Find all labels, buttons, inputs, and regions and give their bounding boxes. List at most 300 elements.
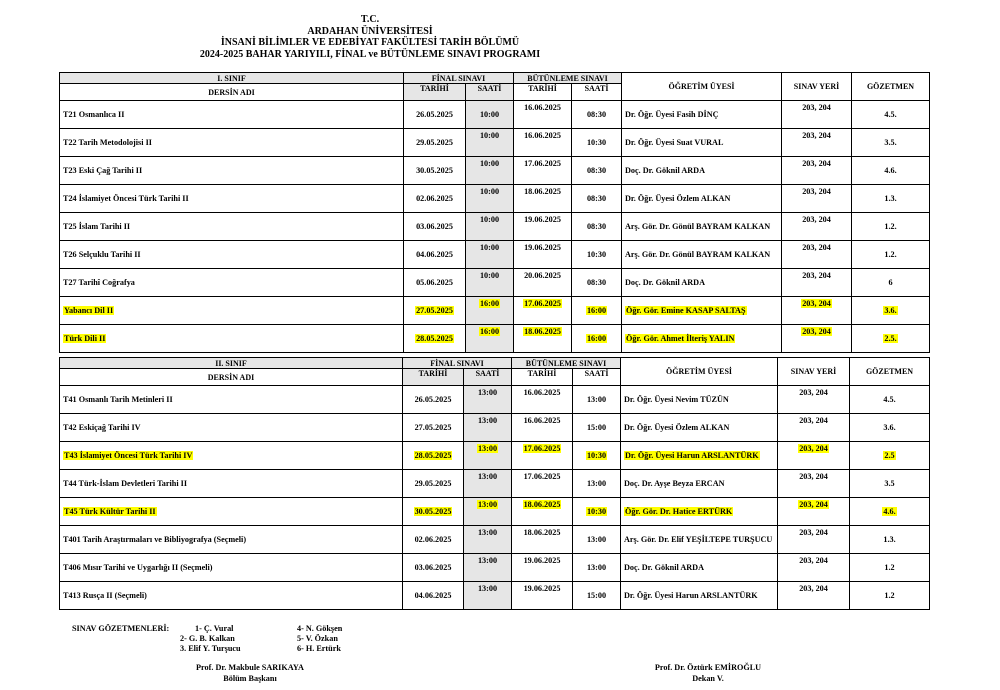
exam-room-cell [782, 157, 852, 185]
makeup-time-cell [573, 582, 621, 610]
makeup-time: 13:00 [586, 563, 607, 572]
final-time: 13:00 [477, 556, 498, 565]
course-name-header: DERSİN ADI [60, 369, 403, 386]
final-time: 10:00 [479, 159, 500, 168]
instructor-name-cell [621, 554, 778, 582]
department-head-signature [170, 663, 330, 684]
course-name: T24 İslamiyet Öncesi Türk Tarihi II [63, 194, 189, 203]
proctor-codes: 1.3. [884, 194, 897, 203]
makeup-time-cell [572, 241, 622, 269]
makeup-date-cell [512, 526, 573, 554]
course-name-cell [60, 414, 403, 442]
makeup-time-cell [573, 470, 621, 498]
table-row [60, 157, 930, 185]
final-date: 28.05.2025 [414, 451, 452, 460]
proctor-item-2: 2- G. B. Kalkan [180, 634, 235, 643]
final-date-cell [404, 297, 466, 325]
exam-room-cell [782, 185, 852, 213]
proctor-codes: 6 [888, 278, 893, 287]
course-name-cell [60, 526, 403, 554]
final-date: 29.05.2025 [416, 138, 453, 147]
table-row [60, 129, 930, 157]
proctor-item-6: 6- H. Ertürk [297, 644, 341, 653]
table-row [60, 241, 930, 269]
makeup-date-cell [514, 129, 572, 157]
makeup-date-cell [514, 101, 572, 129]
table-row [60, 414, 930, 442]
final-time-header: SAATİ [466, 84, 514, 101]
makeup-time: 08:30 [586, 222, 607, 231]
instructor-name: Dr. Öğr. Üyesi Harun ARSLANTÜRK [624, 590, 758, 600]
final-date: 03.06.2025 [416, 222, 453, 231]
course-name-cell [60, 213, 404, 241]
instructor-name-cell [621, 414, 778, 442]
proctor-codes: 3.6. [884, 306, 897, 315]
proctor-codes: 1.2 [884, 591, 895, 600]
makeup-date: 16.06.2025 [524, 103, 561, 112]
proctor-codes: 1.2. [884, 222, 897, 231]
final-time-cell [466, 157, 514, 185]
final-date: 04.06.2025 [416, 250, 453, 259]
makeup-time-cell [573, 526, 621, 554]
instructor-name-cell [622, 241, 782, 269]
makeup-time: 10:30 [586, 138, 607, 147]
proctor-item-1: 1- Ç. Vural [195, 624, 234, 633]
exam-room: 203, 204 [802, 215, 831, 224]
makeup-time-cell [573, 554, 621, 582]
makeup-exam-header: BÜTÜNLEME SINAVI [514, 73, 622, 84]
final-time-cell [466, 129, 514, 157]
final-time-cell [466, 185, 514, 213]
header-faculty: İNSANİ BİLİMLER VE EDEBİYAT FAKÜLTESİ TARİH BÖLÜMÜ [220, 37, 520, 48]
makeup-date-cell [514, 269, 572, 297]
makeup-time-cell [573, 498, 621, 526]
final-time-cell [464, 470, 512, 498]
proctor-codes: 3.5 [884, 479, 895, 488]
makeup-date-cell [514, 213, 572, 241]
course-name-cell [60, 386, 403, 414]
instructor-name: Arş. Gör. Dr. Elif YEŞİLTEPE TURŞUCU [624, 534, 773, 544]
makeup-time-cell [572, 129, 622, 157]
course-name-cell [60, 582, 403, 610]
table-row [60, 470, 930, 498]
final-time: 13:00 [477, 500, 498, 509]
proctor-codes: 4.6. [883, 507, 896, 516]
course-name-header: DERSİN ADI [60, 84, 404, 101]
proctor-codes-cell [852, 241, 930, 269]
final-time: 13:00 [477, 416, 498, 425]
proctor-codes: 1.2. [884, 250, 897, 259]
instructor-name-cell [622, 213, 782, 241]
final-time: 16:00 [479, 327, 500, 336]
makeup-time: 08:30 [586, 110, 607, 119]
exam-room-cell [782, 297, 852, 325]
proctor-codes-cell [852, 269, 930, 297]
instructor-name-cell [621, 498, 778, 526]
proctor-item-4: 4- N. Gökşen [297, 624, 343, 633]
course-name: T26 Selçuklu Tarihi II [63, 250, 141, 259]
makeup-date: 17.06.2025 [524, 159, 561, 168]
department-head-title: Bölüm Başkanı [223, 673, 277, 683]
makeup-date: 19.06.2025 [524, 215, 561, 224]
exam-room-cell [778, 386, 850, 414]
final-time-cell [466, 241, 514, 269]
final-time-cell [466, 325, 514, 353]
proctor-codes: 1.2 [884, 563, 895, 572]
makeup-date-cell [514, 185, 572, 213]
instructor-name: Öğr. Gör. Dr. Hatice ERTÜRK [625, 506, 733, 516]
proctor-codes-cell [852, 213, 930, 241]
final-date-cell [403, 470, 464, 498]
exam-room-cell [782, 129, 852, 157]
final-time: 10:00 [479, 243, 500, 252]
instructor-header: ÖĞRETİM ÜYESİ [622, 73, 782, 101]
instructor-name: Doç. Dr. Göknil ARDA [625, 165, 706, 175]
proctor-header: GÖZETMEN [852, 73, 930, 101]
proctor-codes-cell [850, 442, 930, 470]
table-row [60, 297, 930, 325]
instructor-name: Dr. Öğr. Üyesi Fasih DİNÇ [625, 109, 719, 119]
final-date-cell [403, 442, 464, 470]
proctor-codes-cell [852, 325, 930, 353]
table-row [60, 498, 930, 526]
makeup-time: 10:30 [586, 451, 607, 460]
course-name-cell [60, 325, 404, 353]
final-date-header: TARİHİ [403, 369, 464, 386]
proctor-codes-cell [850, 554, 930, 582]
proctor-codes: 4.5. [883, 395, 896, 404]
final-date-cell [403, 554, 464, 582]
exam-room: 203, 204 [799, 556, 828, 565]
makeup-date-cell [512, 442, 573, 470]
makeup-date-cell [512, 582, 573, 610]
final-time-cell [464, 498, 512, 526]
course-name: T42 Eskiçağ Tarihi IV [63, 423, 141, 432]
exam-room-cell [782, 241, 852, 269]
instructor-header: ÖĞRETİM ÜYESİ [621, 358, 778, 386]
final-date: 27.05.2025 [414, 423, 452, 432]
final-time-cell [464, 386, 512, 414]
makeup-time-cell [572, 185, 622, 213]
class1-schedule-table [59, 72, 930, 353]
proctor-codes: 4.6. [884, 166, 897, 175]
instructor-name: Dr. Öğr. Üyesi Özlem ALKAN [625, 193, 731, 203]
exam-room-cell [778, 414, 850, 442]
class2-schedule-table [59, 357, 930, 610]
proctor-codes: 3.5. [884, 138, 897, 147]
course-name: Türk Dili II [64, 334, 106, 343]
makeup-time-cell [572, 269, 622, 297]
makeup-date: 20.06.2025 [524, 271, 561, 280]
makeup-time-cell [573, 386, 621, 414]
final-date-cell [404, 213, 466, 241]
course-name-cell [60, 129, 404, 157]
exam-room: 203, 204 [802, 243, 831, 252]
final-time-cell [464, 582, 512, 610]
final-date-cell [403, 582, 464, 610]
course-name-cell [60, 157, 404, 185]
proctor-codes-cell [850, 582, 930, 610]
header-program-title: 2024-2025 BAHAR YARIYILI, FİNAL ve BÜTÜNLEME SINAVI PROGRAMI [199, 48, 541, 60]
makeup-time-header: SAATİ [572, 84, 622, 101]
proctor-list-title: SINAV GÖZETMENLERİ: [72, 624, 170, 633]
makeup-date: 19.06.2025 [523, 584, 561, 593]
exam-room: 203, 204 [802, 187, 831, 196]
final-time: 10:00 [479, 187, 500, 196]
proctor-codes: 4.5. [884, 110, 897, 119]
makeup-time: 16:00 [586, 334, 607, 343]
exam-room-cell [778, 554, 850, 582]
final-date: 30.05.2025 [416, 166, 453, 175]
course-name-cell [60, 269, 404, 297]
makeup-date-cell [514, 241, 572, 269]
makeup-time-cell [573, 414, 621, 442]
final-date-cell [403, 526, 464, 554]
final-time-cell [466, 269, 514, 297]
instructor-name: Dr. Öğr. Üyesi Özlem ALKAN [624, 422, 730, 432]
exam-room-cell [778, 582, 850, 610]
final-time-cell [464, 442, 512, 470]
final-date-cell [404, 101, 466, 129]
course-name: T413 Rusça II (Seçmeli) [63, 591, 147, 600]
final-date-cell [403, 498, 464, 526]
makeup-date-header: TARİHİ [512, 369, 573, 386]
exam-room: 203, 204 [799, 416, 828, 425]
makeup-time-cell [572, 157, 622, 185]
proctor-codes: 1.3. [883, 535, 896, 544]
exam-room: 203, 204 [799, 584, 828, 593]
exam-room-header: SINAV YERİ [778, 358, 850, 386]
final-date-cell [404, 129, 466, 157]
final-time-cell [466, 213, 514, 241]
proctor-codes-cell [852, 101, 930, 129]
instructor-name: Dr. Öğr. Üyesi Nevim TÜZÜN [624, 394, 729, 404]
course-name-cell [60, 101, 404, 129]
makeup-time: 16:00 [586, 306, 607, 315]
exam-room: 203, 204 [799, 388, 828, 397]
final-date: 03.06.2025 [414, 563, 452, 572]
makeup-date: 18.06.2025 [524, 187, 561, 196]
final-date: 02.06.2025 [414, 535, 452, 544]
instructor-name: Arş. Gör. Dr. Gönül BAYRAM KALKAN [625, 221, 771, 231]
course-name: T21 Osmanlıca II [63, 110, 125, 119]
makeup-date: 16.06.2025 [523, 416, 561, 425]
makeup-date: 18.06.2025 [523, 528, 561, 537]
makeup-time-cell [572, 325, 622, 353]
final-time: 10:00 [479, 110, 500, 119]
proctor-codes: 2.5. [884, 334, 897, 343]
final-date: 26.05.2025 [416, 110, 453, 119]
table-row [60, 442, 930, 470]
makeup-date-header: TARİHİ [514, 84, 572, 101]
exam-room-cell [782, 101, 852, 129]
course-name-cell [60, 297, 404, 325]
makeup-date: 17.06.2025 [523, 444, 561, 453]
final-date: 28.05.2025 [416, 334, 453, 343]
makeup-date-cell [514, 325, 572, 353]
final-date: 30.05.2025 [414, 507, 452, 516]
table-row [60, 554, 930, 582]
makeup-time: 10:30 [586, 250, 607, 259]
makeup-exam-header: BÜTÜNLEME SINAVI [512, 358, 621, 369]
exam-room: 203, 204 [802, 131, 831, 140]
proctor-codes-cell [850, 414, 930, 442]
makeup-date: 19.06.2025 [524, 243, 561, 252]
course-name: T25 İslam Tarihi II [63, 222, 131, 231]
makeup-date: 16.06.2025 [523, 388, 561, 397]
makeup-date-cell [512, 414, 573, 442]
final-time: 13:00 [477, 584, 498, 593]
exam-room: 203, 204 [802, 327, 831, 336]
course-name-cell [60, 442, 403, 470]
makeup-date-cell [512, 470, 573, 498]
exam-room: 203, 204 [802, 271, 831, 280]
instructor-name-cell [621, 526, 778, 554]
final-time-cell [464, 414, 512, 442]
instructor-name-cell [621, 582, 778, 610]
final-exam-header: FİNAL SINAVI [404, 73, 514, 84]
exam-room: 203, 204 [799, 500, 828, 509]
final-date: 27.05.2025 [416, 306, 453, 315]
makeup-date: 19.06.2025 [523, 556, 561, 565]
instructor-name-cell [622, 101, 782, 129]
makeup-time: 08:30 [586, 278, 607, 287]
course-name-cell [60, 241, 404, 269]
instructor-name-cell [622, 325, 782, 353]
table-row [60, 325, 930, 353]
makeup-time-cell [572, 297, 622, 325]
course-name: Yabancı Dil II [64, 306, 114, 315]
final-date-header: TARİHİ [404, 84, 466, 101]
final-time: 10:00 [479, 131, 500, 140]
final-time: 13:00 [477, 388, 498, 397]
instructor-name-cell [621, 442, 778, 470]
table-row [60, 269, 930, 297]
department-head-name: Prof. Dr. Makbule SARIKAYA [196, 663, 304, 672]
final-time: 16:00 [479, 299, 500, 308]
instructor-name: Öğr. Gör. Ahmet İlteriş YALIN [626, 333, 735, 343]
final-date-cell [404, 241, 466, 269]
proctor-codes: 3.6. [883, 423, 896, 432]
proctor-codes: 2.5 [884, 451, 895, 460]
instructor-name-cell [622, 269, 782, 297]
instructor-name: Dr. Öğr. Üyesi Harun ARSLANTÜRK [625, 450, 759, 460]
exam-room: 203, 204 [799, 472, 828, 481]
table-row [60, 101, 930, 129]
proctor-codes-cell [850, 526, 930, 554]
final-date: 02.06.2025 [416, 194, 453, 203]
final-date: 04.06.2025 [414, 591, 452, 600]
course-name-cell [60, 554, 403, 582]
final-time-cell [464, 554, 512, 582]
class2-title: II. SINIF [60, 358, 403, 369]
exam-room-cell [778, 526, 850, 554]
final-date-cell [404, 185, 466, 213]
dean-title: Dekan V. [692, 673, 724, 683]
course-name: T44 Türk-İslam Devletleri Tarihi II [63, 479, 188, 488]
table-row [60, 386, 930, 414]
final-date: 05.06.2025 [416, 278, 453, 287]
makeup-time: 13:00 [586, 395, 607, 404]
class1-title: I. SINIF [60, 73, 404, 84]
proctor-codes-cell [852, 129, 930, 157]
course-name: T41 Osmanlı Tarih Metinleri II [63, 395, 173, 404]
instructor-name-cell [622, 157, 782, 185]
makeup-date: 18.06.2025 [524, 327, 561, 336]
final-time-cell [464, 526, 512, 554]
exam-room: 203, 204 [802, 159, 831, 168]
makeup-time: 08:30 [586, 166, 607, 175]
proctor-codes-cell [850, 498, 930, 526]
final-date: 26.05.2025 [414, 395, 452, 404]
instructor-name: Doç. Dr. Göknil ARDA [625, 277, 706, 287]
makeup-date: 16.06.2025 [524, 131, 561, 140]
course-name: T43 İslamiyet Öncesi Türk Tarihi IV [64, 451, 193, 460]
exam-room: 203, 204 [802, 299, 831, 308]
makeup-date: 17.06.2025 [524, 299, 561, 308]
course-name-cell [60, 185, 404, 213]
course-name: T22 Tarih Metodolojisi II [63, 138, 152, 147]
final-date-cell [404, 269, 466, 297]
instructor-name-cell [621, 386, 778, 414]
instructor-name: Doç. Dr. Göknil ARDA [624, 562, 705, 572]
makeup-date-cell [514, 297, 572, 325]
instructor-name-cell [622, 297, 782, 325]
final-date-cell [404, 325, 466, 353]
table-row [60, 582, 930, 610]
exam-room-cell [782, 325, 852, 353]
makeup-time: 13:00 [586, 535, 607, 544]
exam-room: 203, 204 [802, 103, 831, 112]
makeup-time: 10:30 [586, 507, 607, 516]
makeup-time-cell [573, 442, 621, 470]
course-name: T45 Türk Kültür Tarihi II [64, 507, 156, 516]
final-date: 29.05.2025 [414, 479, 452, 488]
makeup-date-cell [514, 157, 572, 185]
exam-room-cell [778, 498, 850, 526]
makeup-time: 08:30 [586, 194, 607, 203]
instructor-name-cell [621, 470, 778, 498]
instructor-name-cell [622, 185, 782, 213]
course-name-cell [60, 498, 403, 526]
exam-room-cell [782, 269, 852, 297]
instructor-name: Öğr. Gör. Emine KASAP SALTAŞ [626, 305, 746, 315]
course-name: T27 Tarihî Coğrafya [63, 278, 135, 287]
final-time: 10:00 [479, 215, 500, 224]
final-time-cell [466, 297, 514, 325]
makeup-time: 15:00 [586, 591, 607, 600]
exam-room: 203, 204 [799, 444, 828, 453]
makeup-time-cell [572, 101, 622, 129]
final-time: 10:00 [479, 271, 500, 280]
instructor-name: Doç. Dr. Ayşe Beyza ERCAN [624, 478, 725, 488]
final-time: 13:00 [477, 472, 498, 481]
course-name-cell [60, 470, 403, 498]
final-exam-header: FİNAL SINAVI [403, 358, 512, 369]
proctor-item-3: 3. Elif Y. Turşucu [180, 644, 241, 653]
dean-name: Prof. Dr. Öztürk EMİROĞLU [654, 663, 762, 672]
final-date-cell [404, 157, 466, 185]
makeup-date: 17.06.2025 [523, 472, 561, 481]
makeup-time: 13:00 [586, 479, 607, 488]
proctor-codes-cell [852, 297, 930, 325]
final-date-cell [403, 386, 464, 414]
makeup-date-cell [512, 386, 573, 414]
table-row [60, 526, 930, 554]
header-university: ARDAHAN ÜNİVERSİTESİ [307, 25, 433, 37]
final-time-header: SAATİ [464, 369, 512, 386]
proctor-header: GÖZETMEN [850, 358, 930, 386]
